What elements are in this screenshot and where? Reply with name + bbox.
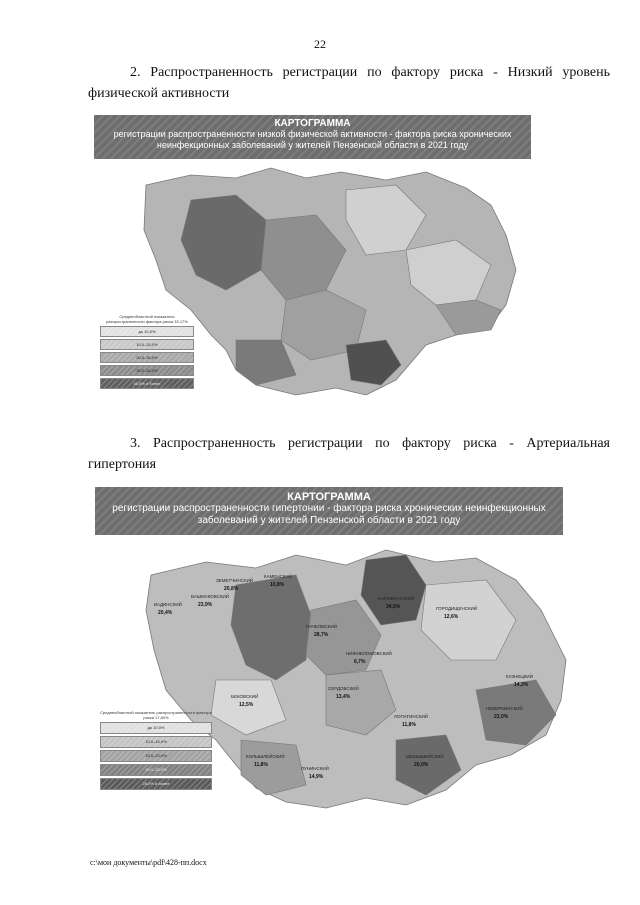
page-number: 22 bbox=[314, 37, 326, 51]
map1-legend-item: 30,0–40,0% bbox=[100, 365, 194, 376]
district-value: 20,8% bbox=[224, 586, 239, 592]
district-label: ВАДИНСКИЙ bbox=[154, 602, 182, 607]
district-value: 14,9% bbox=[309, 774, 324, 780]
map1-legend-item: 20,0–30,0% bbox=[100, 352, 194, 363]
district-value: 11,8% bbox=[402, 722, 416, 728]
district-label: КАМЕНСКИЙ bbox=[264, 574, 292, 579]
district-label: БЕКОВСКИЙ bbox=[231, 694, 259, 699]
district-label: НЕВЕРКИНСКИЙ bbox=[486, 706, 523, 711]
district-label: КОЛЫШЛЕЙСКИЙ bbox=[246, 754, 285, 759]
district-label: ЗЕМЕТЧИНСКИЙ bbox=[216, 578, 254, 583]
map2-banner bbox=[95, 487, 563, 535]
district-label: ЛУНИНСКИЙ bbox=[301, 766, 329, 771]
district-label: НИЖНЕЛОМОВСКИЙ bbox=[346, 651, 392, 656]
map1-legend-item: 40,0% и более bbox=[100, 378, 194, 389]
district-value: 11,8% bbox=[254, 762, 268, 768]
map2-legend-item: до 10,0% bbox=[100, 722, 212, 734]
district-label: НАРОВЧАТСКИЙ bbox=[378, 596, 415, 601]
map2-legend-title: Среднеобластной показатель распространенности фактора риска 17,84% bbox=[100, 710, 212, 720]
section-2-heading bbox=[88, 62, 610, 104]
district-value: 12,6% bbox=[444, 614, 459, 620]
district-value: 13,4% bbox=[336, 694, 351, 700]
district-label: ШЕМЫШЕЙСКИЙ bbox=[406, 754, 444, 759]
map2-district-mid3 bbox=[241, 740, 306, 795]
district-value: 20,0% bbox=[414, 762, 429, 768]
district-value: 14,3% bbox=[514, 682, 529, 688]
district-value: 20,4% bbox=[158, 610, 173, 616]
map1-legend-item: до 10,0% bbox=[100, 326, 194, 337]
map2-legend bbox=[100, 710, 212, 792]
district-label: ЛОПАТИНСКИЙ bbox=[394, 714, 428, 719]
footer-file-path: c:\мои документы\pdf\428-пп.docx bbox=[90, 858, 207, 867]
district-label: СЕРДОБСКИЙ bbox=[328, 686, 359, 691]
map1-banner bbox=[94, 115, 531, 159]
section-3-text: 3. Распространенность регистрации по фактору риска - Артериальная гипертония bbox=[88, 436, 610, 472]
district-value: 22,0% bbox=[494, 714, 509, 720]
map2-legend-item: 15,0–20,0% bbox=[100, 750, 212, 762]
district-label: БАШМАКОВСКИЙ bbox=[191, 594, 229, 599]
map2-banner-title: КАРТОГРАММА bbox=[287, 491, 371, 503]
district-label: ПАЧЕЛМСКИЙ bbox=[306, 624, 337, 629]
map1-legend bbox=[100, 314, 194, 391]
district-label: КУЗНЕЦКИЙ bbox=[506, 674, 533, 679]
district-value: 34,5% bbox=[386, 604, 401, 610]
district-value: 6,7% bbox=[354, 659, 366, 665]
map2-legend-item: 25,0% и более bbox=[100, 778, 212, 790]
map2-banner-subtitle: регистрации распространенности гипертонии - фактора риска хронических неинфекционных заболеваний у жителей Пензенской области в 2021 году bbox=[112, 503, 546, 526]
district-value: 12,5% bbox=[239, 702, 254, 708]
map1-legend-item: 10,0–20,0% bbox=[100, 339, 194, 350]
map1-banner-title: КАРТОГРАММА bbox=[274, 118, 351, 129]
district-value: 10,8% bbox=[270, 582, 285, 588]
section-2-text: 2. Распространенность регистрации по фактору риска - Низкий уровень физической активности bbox=[88, 65, 610, 101]
district-label: ГОРОДИЩЕНСКИЙ bbox=[436, 606, 478, 611]
map1-banner-subtitle: регистрации распространенности низкой физической активности - фактора риска хронических неинфекционных заболеваний у жителей Пензенской области в 2021 году bbox=[113, 129, 512, 150]
map2-legend-item: 20,0–25,0% bbox=[100, 764, 212, 776]
map1-legend-title: Среднеобластной показатель распространенности фактора риска 33,17% bbox=[106, 314, 188, 324]
section-3-heading bbox=[88, 433, 610, 475]
district-value: 23,9% bbox=[198, 602, 213, 608]
map2-legend-item: 10,0–15,0% bbox=[100, 736, 212, 748]
district-value: 28,7% bbox=[314, 632, 329, 638]
